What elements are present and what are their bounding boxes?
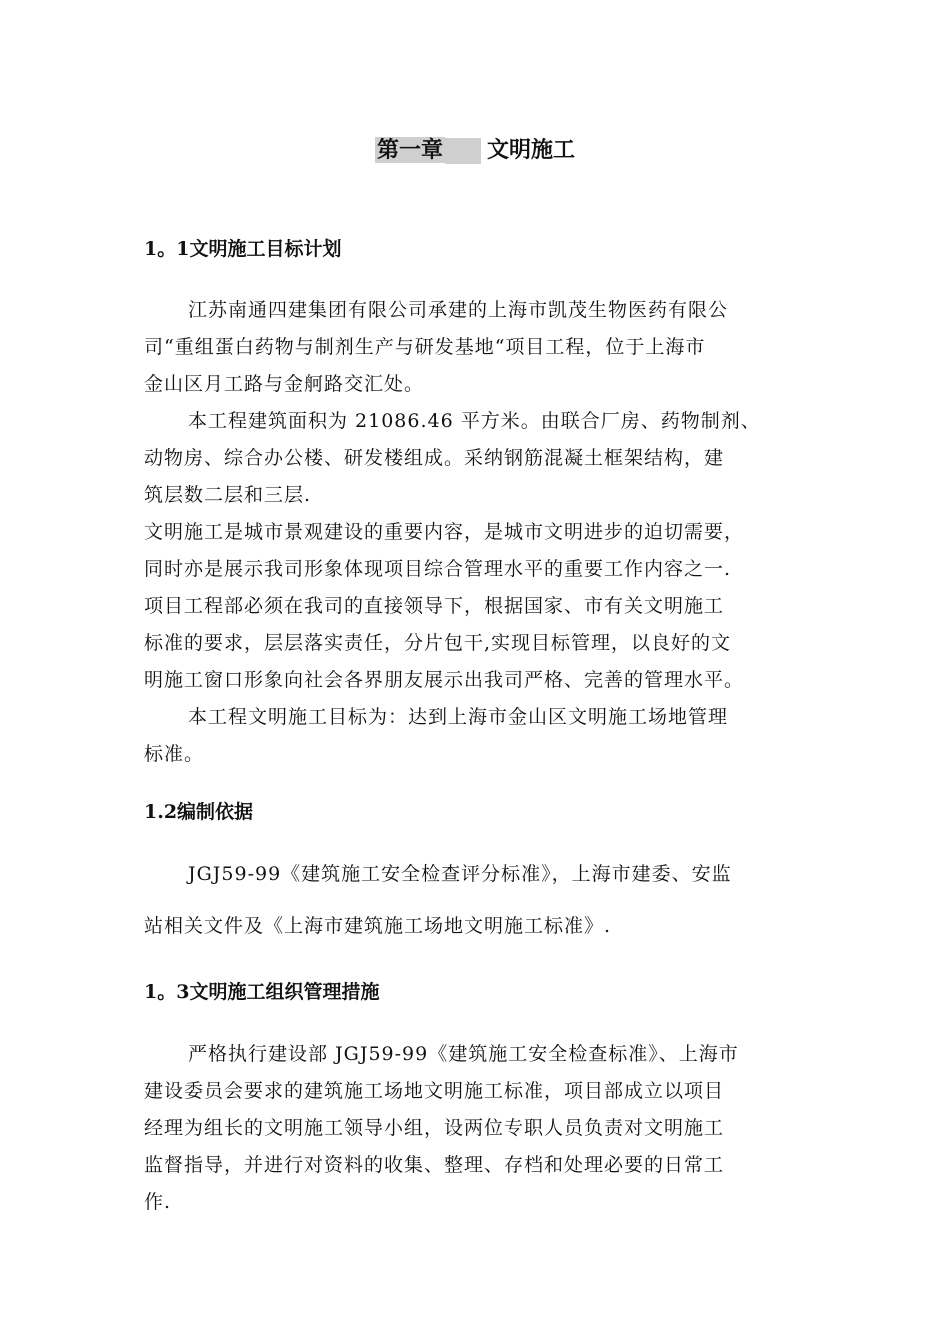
paragraph-line: 本工程文明施工目标为：达到上海市金山区文明施工场地管理 xyxy=(188,706,729,728)
paragraph-line: 站相关文件及《上海市建筑施工场地文明施工标准》. xyxy=(144,915,612,937)
paragraph-line: 明施工窗口形象向社会各界朋友展示出我司严格、完善的管理水平。 xyxy=(144,669,745,691)
section-heading-1-2: 1.2编制依据 xyxy=(144,801,254,823)
paragraph-line: 本工程建筑面积为 21086.46 平方米。由联合厂房、药物制剂、 xyxy=(188,410,761,432)
chapter-number: 第一章 xyxy=(376,137,443,163)
paragraph-line: JGJ59-99《建筑施工安全检查评分标准》，上海市建委、安监 xyxy=(188,863,732,885)
paragraph-line: 标准。 xyxy=(144,743,205,765)
paragraph-line: 金山区月工路与金舸路交汇处。 xyxy=(144,373,425,395)
paragraph-line: 作. xyxy=(144,1191,172,1213)
paragraph-line: 严格执行建设部 JGJ59-99《建筑施工安全检查标准》、上海市 xyxy=(188,1043,739,1065)
paragraph-line: 筑层数二层和三层. xyxy=(144,484,312,506)
chapter-title-highlight xyxy=(445,138,481,164)
section-body-1-1 xyxy=(144,292,824,773)
section-heading-1-3: 1。3文明施工组织管理措施 xyxy=(144,981,380,1003)
paragraph-line: 建设委员会要求的建筑施工场地文明施工标准，项目部成立以项目 xyxy=(144,1080,725,1102)
paragraph-line: 经理为组长的文明施工领导小组，设两位专职人员负责对文明施工 xyxy=(144,1117,725,1139)
section-heading-1-1: 1。1文明施工目标计划 xyxy=(144,238,342,260)
chapter-title-text: 文明施工 xyxy=(487,137,576,163)
paragraph-line: 标准的要求，层层落实责任，分片包干,实现目标管理，以良好的文 xyxy=(144,632,732,654)
section-body-1-3 xyxy=(144,1036,824,1221)
chapter-title xyxy=(0,134,950,166)
paragraph-line: 项目工程部必须在我司的直接领导下，根据国家、市有关文明施工 xyxy=(144,595,725,617)
paragraph-line: 司“重组蛋白药物与制剂生产与研发基地“项目工程，位于上海市 xyxy=(144,336,706,358)
paragraph-line: 同时亦是展示我司形象体现项目综合管理水平的重要工作内容之一. xyxy=(144,558,732,580)
section-body-1-2 xyxy=(144,848,824,952)
paragraph-line: 监督指导，并进行对资料的收集、整理、存档和处理必要的日常工 xyxy=(144,1154,725,1176)
paragraph-line: 文明施工是城市景观建设的重要内容，是城市文明进步的迫切需要， xyxy=(144,521,745,543)
paragraph-line: 动物房、综合办公楼、研发楼组成。采纳钢筋混凝土框架结构，建 xyxy=(144,447,725,469)
paragraph-line: 江苏南通四建集团有限公司承建的上海市凯茂生物医药有限公 xyxy=(188,299,729,321)
